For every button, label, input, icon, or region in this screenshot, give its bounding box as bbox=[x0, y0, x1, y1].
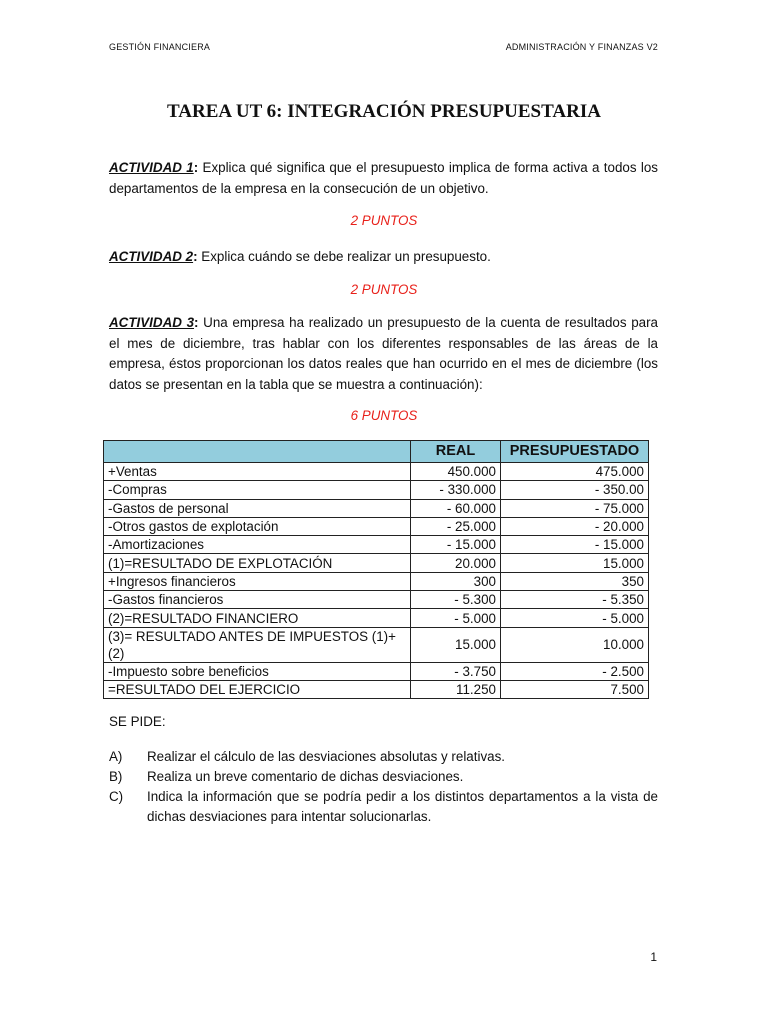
table-header-real: REAL bbox=[411, 441, 501, 463]
row-concept: -Compras bbox=[104, 481, 411, 499]
row-budgeted: 7.500 bbox=[501, 680, 649, 698]
row-budgeted: - 5.000 bbox=[501, 609, 649, 627]
activity-1 bbox=[109, 158, 658, 199]
page-title: TAREA UT 6: INTEGRACIÓN PRESUPUESTARIA bbox=[167, 101, 601, 122]
row-concept: +Ingresos financieros bbox=[104, 572, 411, 590]
activity-3-text: Una empresa ha realizado un presupuesto de la cuenta de resultados para el mes de diciembre, tras hablar con los diferentes responsables de las áreas de la empresa, éstos proporcionan los datos reales que han ocurrido en el mes de diciembre (los datos se presentan en la tabla que se muestra a continuación): bbox=[109, 315, 659, 392]
table-row bbox=[104, 517, 649, 535]
row-concept: -Gastos financieros bbox=[104, 591, 411, 609]
activity-2-points: 2 PUNTOS bbox=[350, 282, 418, 297]
table-row bbox=[104, 463, 649, 481]
activity-3-colon: : bbox=[194, 315, 199, 330]
activity-2-label: ACTIVIDAD 2 bbox=[109, 249, 194, 264]
table-row bbox=[104, 481, 649, 499]
activity-2-colon: : bbox=[193, 249, 198, 264]
activity-1-label: ACTIVIDAD 1 bbox=[109, 160, 194, 175]
activity-1-points: 2 PUNTOS bbox=[350, 213, 418, 228]
row-real: - 3.750 bbox=[411, 662, 501, 680]
task-list bbox=[109, 747, 658, 827]
table-row bbox=[104, 554, 649, 572]
table-row bbox=[104, 499, 649, 517]
row-budgeted: - 75.000 bbox=[501, 499, 649, 517]
list-item bbox=[109, 787, 658, 827]
row-concept: -Otros gastos de explotación bbox=[104, 517, 411, 535]
row-real: 450.000 bbox=[411, 463, 501, 481]
row-concept: -Amortizaciones bbox=[104, 536, 411, 554]
list-item bbox=[109, 747, 658, 767]
row-real: - 330.000 bbox=[411, 481, 501, 499]
activity-1-colon: : bbox=[193, 160, 199, 175]
row-real: - 5.300 bbox=[411, 591, 501, 609]
list-item-text: Indica la información que se podría pedir a los distintos departamentos a la vista de dichas desviaciones para intentar solucionarlas. bbox=[147, 789, 658, 824]
header-right: ADMINISTRACIÓN Y FINANZAS V2 bbox=[505, 42, 658, 52]
row-budgeted: - 15.000 bbox=[501, 536, 649, 554]
list-item-marker: C) bbox=[109, 789, 124, 804]
row-budgeted: 475.000 bbox=[501, 463, 649, 481]
row-budgeted: - 350.00 bbox=[501, 481, 649, 499]
table-row bbox=[104, 627, 649, 662]
row-real: 11.250 bbox=[411, 680, 501, 698]
table-header-budgeted: PRESUPUESTADO bbox=[501, 441, 649, 463]
se-pide-heading: SE PIDE: bbox=[109, 714, 166, 729]
row-real: - 5.000 bbox=[411, 609, 501, 627]
table-row bbox=[104, 572, 649, 590]
row-budgeted: - 5.350 bbox=[501, 591, 649, 609]
table-header-concept bbox=[104, 441, 411, 463]
row-real: 20.000 bbox=[411, 554, 501, 572]
row-budgeted: 15.000 bbox=[501, 554, 649, 572]
page-number: 1 bbox=[650, 950, 657, 964]
row-real: 15.000 bbox=[411, 627, 501, 662]
budget-table bbox=[103, 440, 649, 699]
row-concept: (3)= RESULTADO ANTES DE IMPUESTOS (1)+(2) bbox=[104, 627, 411, 662]
row-real: - 25.000 bbox=[411, 517, 501, 535]
row-budgeted: - 2.500 bbox=[501, 662, 649, 680]
row-concept: -Impuesto sobre beneficios bbox=[104, 662, 411, 680]
list-item-text: Realiza un breve comentario de dichas desviaciones. bbox=[147, 769, 464, 784]
activity-2-text: Explica cuándo se debe realizar un presupuesto. bbox=[197, 249, 491, 264]
table-row bbox=[104, 680, 649, 698]
list-item bbox=[109, 767, 658, 787]
table-row bbox=[104, 609, 649, 627]
table-row bbox=[104, 591, 649, 609]
list-item-text: Realizar el cálculo de las desviaciones absolutas y relativas. bbox=[147, 749, 506, 764]
row-real: 300 bbox=[411, 572, 501, 590]
list-item-marker: A) bbox=[109, 749, 123, 764]
row-concept: (2)=RESULTADO FINANCIERO bbox=[104, 609, 411, 627]
row-concept: +Ventas bbox=[104, 463, 411, 481]
row-budgeted: 350 bbox=[501, 572, 649, 590]
list-item-marker: B) bbox=[109, 769, 123, 784]
row-real: - 15.000 bbox=[411, 536, 501, 554]
table-row bbox=[104, 662, 649, 680]
row-budgeted: - 20.000 bbox=[501, 517, 649, 535]
activity-1-text: Explica qué significa que el presupuesto implica de forma activa a todos los departamentos de la empresa en la consecución de un objetivo. bbox=[109, 160, 659, 196]
row-concept: (1)=RESULTADO DE EXPLOTACIÓN bbox=[104, 554, 411, 572]
table-row bbox=[104, 536, 649, 554]
row-concept: =RESULTADO DEL EJERCICIO bbox=[104, 680, 411, 698]
activity-2 bbox=[109, 247, 658, 268]
activity-3 bbox=[109, 313, 658, 395]
activity-3-label: ACTIVIDAD 3 bbox=[109, 315, 195, 330]
row-real: - 60.000 bbox=[411, 499, 501, 517]
activity-3-points: 6 PUNTOS bbox=[350, 408, 418, 423]
row-budgeted: 10.000 bbox=[501, 627, 649, 662]
header-left: GESTIÓN FINANCIERA bbox=[109, 42, 211, 52]
row-concept: -Gastos de personal bbox=[104, 499, 411, 517]
table-header-row bbox=[104, 441, 649, 463]
